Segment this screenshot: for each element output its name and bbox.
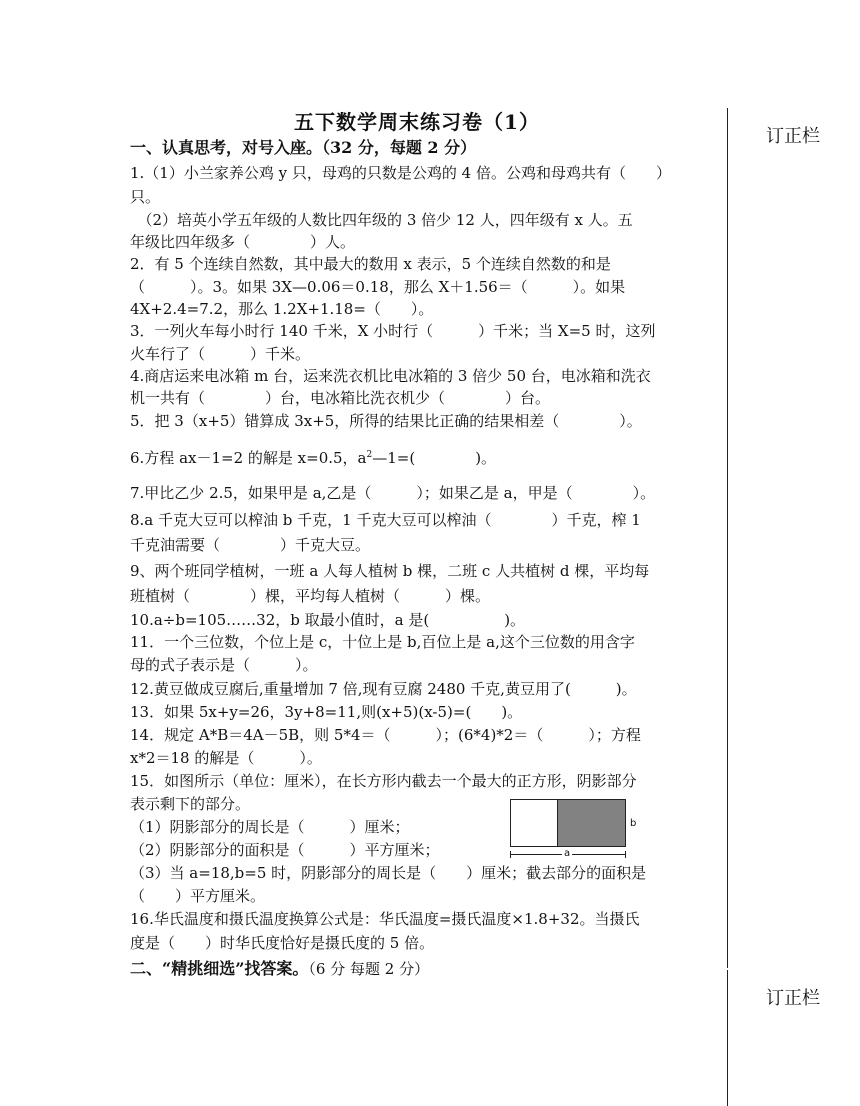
question-15-line-4: （2）阴影部分的面积是（ ）平方厘米； bbox=[130, 841, 440, 859]
removed-square bbox=[510, 799, 558, 847]
question-16-line-2: 度是（ ）时华氏度恰好是摄氏度的 5 倍。 bbox=[130, 934, 435, 952]
question-8-line-2: 千克油需要（ ）千克大豆。 bbox=[130, 536, 371, 554]
question-10: 10.a÷b=105……32，b 取最小值时，a 是( )。 bbox=[130, 611, 526, 629]
question-1-line-1: 1.（1）小兰家养公鸡 y 只，母鸡的只数是公鸡的 4 倍。公鸡和母鸡共有（ ） bbox=[130, 164, 671, 182]
question-11-line-1: 11．一个三位数，个位上是 c，十位上是 b,百位上是 a,这个三位数的用含字 bbox=[130, 633, 635, 651]
question-3-line-2: 火车行了（ ）千米。 bbox=[130, 345, 311, 363]
dimension-label-b: b bbox=[630, 818, 637, 829]
question-3-line-1: 3．一列火车每小时行 140 千米，X 小时行（ ）千米；当 X=5 时，这列 bbox=[130, 322, 656, 340]
question-6-superscript: 2 bbox=[366, 450, 373, 460]
dimension-tick-left bbox=[510, 851, 511, 858]
question-13: 13．如果 5x+y=26，3y+8=11,则(x+5)(x-5)=( )。 bbox=[130, 703, 523, 721]
question-15-line-1: 15．如图所示（单位：厘米），在长方形内截去一个最大的正方形，阴影部分 bbox=[130, 772, 637, 790]
question-16-line-1: 16.华氏温度和摄氏温度换算公式是：华氏温度=摄氏温度×1.8+32。当摄氏 bbox=[130, 910, 640, 928]
question-9-line-1: 9、两个班同学植树，一班 a 人每人植树 b 棵，二班 c 人共植树 d 棵，平均每 bbox=[130, 562, 650, 580]
question-11-line-2: 母的式子表示是（ ）。 bbox=[130, 656, 318, 674]
question-1-line-3: （2）培英小学五年级的人数比四年级的 3 倍少 12 人，四年级有 x 人。五 bbox=[130, 211, 633, 229]
section-2-heading-text: 二、“精挑细选”找答案。 bbox=[130, 960, 309, 978]
question-1-line-2: 只。 bbox=[130, 188, 161, 206]
question-14-line-1: 14．规定 A*B＝4A－5B，则 5*4＝（ ）；(6*4)*2＝（ ）；方程 bbox=[130, 726, 641, 744]
question-6 bbox=[130, 449, 704, 470]
correction-column-label-bottom: 订正栏 bbox=[766, 988, 820, 1009]
question-5: 5．把 3（x+5）错算成 3x+5，所得的结果比正确的结果相差（ ）。 bbox=[130, 412, 642, 430]
question-12: 12.黄豆做成豆腐后,重量增加 7 倍,现有豆腐 2480 千克,黄豆用了( )。 bbox=[130, 680, 637, 698]
question-1-line-4: 年级比四年级多（ ）人。 bbox=[130, 233, 356, 251]
section-1-heading: 一、认真思考，对号入座。（32 分，每题 2 分） bbox=[130, 139, 477, 157]
margin-divider-top bbox=[727, 108, 728, 968]
question-15-line-2: 表示剩下的部分。 bbox=[130, 795, 251, 813]
page-title: 五下数学周末练习卷（1） bbox=[294, 110, 540, 134]
question-14-line-2: x*2＝18 的解是（ ）。 bbox=[130, 749, 322, 767]
question-15-line-5: （3）当 a=18,b=5 时，阴影部分的周长是（ ）厘米；截去部分的面积是 bbox=[130, 864, 647, 882]
question-15-line-3: （1）阴影部分的周长是（ ）厘米； bbox=[130, 818, 410, 836]
question-4-line-1: 4.商店运来电冰箱 m 台，运来洗衣机比电冰箱的 3 倍少 50 台，电冰箱和洗衣 bbox=[130, 367, 651, 385]
correction-column-label-top: 订正栏 bbox=[766, 126, 820, 147]
question-15-line-6: （ ）平方厘米。 bbox=[130, 887, 266, 905]
question-6-text-b: —1=( )。 bbox=[372, 449, 497, 467]
question-4-line-2: 机一共有（ ）台，电冰箱比洗衣机少（ ）台。 bbox=[130, 389, 551, 407]
question-7: 7.甲比乙少 2.5，如果甲是 a,乙是（ ）；如果乙是 a，甲是（ ）。 bbox=[130, 484, 656, 502]
dimension-tick-right bbox=[625, 851, 626, 858]
section-2-heading bbox=[130, 960, 704, 978]
section-2-heading-note: （6 分 每题 2 分） bbox=[308, 960, 430, 978]
question-8-line-1: 8.a 千克大豆可以榨油 b 千克，1 千克大豆可以榨油（ ）千克，榨 1 bbox=[130, 511, 641, 529]
question-2-line-2: （ ）。3。如果 3X—0.06＝0.18，那么 X＋1.56＝（ ）。如果 bbox=[130, 278, 626, 296]
rectangle-figure bbox=[508, 796, 638, 860]
question-2-line-1: 2．有 5 个连续自然数，其中最大的数用 x 表示，5 个连续自然数的和是 bbox=[130, 255, 611, 273]
margin-divider-bottom bbox=[727, 970, 728, 1106]
dimension-label-a: a bbox=[564, 848, 571, 859]
question-9-line-2: 班植树（ ）棵，平均每人植树（ ）棵。 bbox=[130, 587, 491, 605]
shaded-remaining-part bbox=[557, 799, 626, 847]
question-6-text-a: 6.方程 ax－1=2 的解是 x=0.5，a bbox=[130, 449, 367, 467]
question-2-line-3: 4X+2.4=7.2，那么 1.2X+1.18=（ ）。 bbox=[130, 300, 434, 318]
